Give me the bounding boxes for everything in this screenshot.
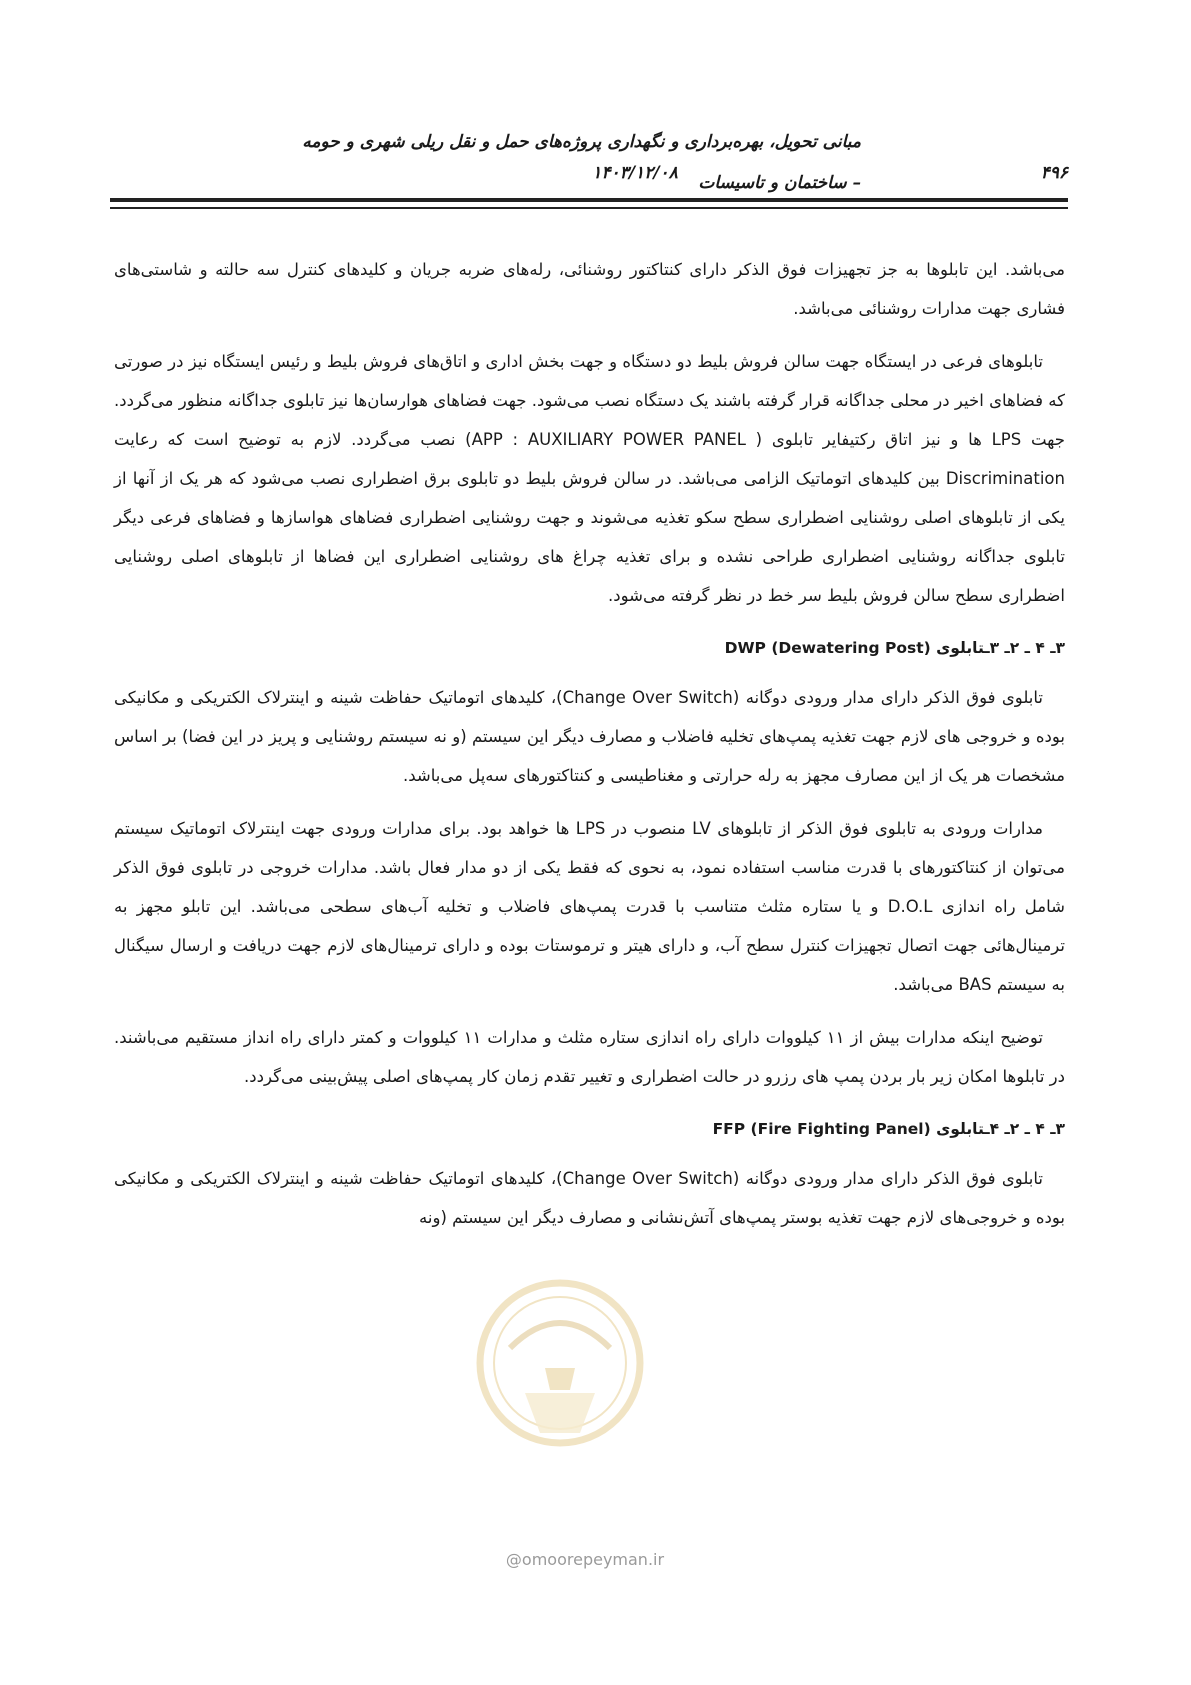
page-number: ۴۹۶ xyxy=(1040,163,1068,183)
header-rule-thin xyxy=(110,207,1068,209)
watermark-url: @omoorepeyman.ir xyxy=(505,1550,665,1569)
section-heading-dwp: ۳ـ ۴ ـ ۲ـ ۳ـتابلوی DWP (Dewatering Post) xyxy=(724,639,1065,657)
section-heading-ffp: ۳ـ ۴ ـ ۲ـ ۴ـتابلوی FFP (Fire Fighting Panel) xyxy=(712,1120,1065,1138)
paragraph: مدارات ورودی به تابلوی فوق الذکر از تابلوهای LV منصوب در LPS ها خواهد بود. برای مدارات ورودی جهت اینترلاک اتوماتیک سیستم می‌توان از کنتاکتورهای با قدرت مناسب استفاده نمود، به نحوی که فقط یکی از دو مدار فعال باشد. مدارات خروجی در تابلوی فوق الذکر شامل راه اندازی D.O.L و یا ستاره مثلث متناسب با قدرت پمپ‌های فاضلاب و تخلیه آب‌های سطحی می‌باشد. این تابلو مجهز به ترمینال‌هائی جهت اتصال تجهیزات کنترل سطح آب، و دارای هیتر و ترموستات بوده و دارای ترمینال‌های لازم جهت دریافت و ارسال سیگنال به سیستم BAS می‌باشد. xyxy=(114,819,1065,994)
paragraph: تابلوی فوق الذکر دارای مدار ورودی دوگانه (Change Over Switch)، کلیدهای اتوماتیک حفاظت شینه و اینترلاک الکتریکی و مکانیکی بوده و خروجی های لازم جهت تغذیه پمپ‌های تخلیه فاضلاب و مصارف دیگر این سیستم (و نه سیستم روشنایی و پریز در این فضا) بر اساس مشخصات هر یک از این مصارف مجهز به رله حرارتی و مغناطیسی و کنتاکتورهای سه‌پل می‌باشد. xyxy=(114,688,1065,785)
paragraph: تابلوی فوق الذکر دارای مدار ورودی دوگانه (Change Over Switch)، کلیدهای اتوماتیک حفاظت شینه و اینترلاک الکتریکی و مکانیکی بوده و خروجی‌های لازم جهت تغذیه بوستر پمپ‌های آتش‌نشانی و مصارف دیگر این سیستم (ونه xyxy=(114,1169,1065,1227)
header-rule-thick xyxy=(110,198,1068,202)
body-text xyxy=(114,250,1065,1251)
watermark-logo-icon xyxy=(470,1268,650,1478)
paragraph: تابلوهای فرعی در ایستگاه جهت سالن فروش بلیط دو دستگاه و جهت بخش اداری و اتاق‌های فروش بلیط و رئیس ایستگاه نیز در صورتی که فضاهای اخیر در محلی جداگانه قرار گرفته باشند یک دستگاه نصب می‌شود. جهت فضاهای هوارسان‌ها نیز تابلوی جداگانه منظور می‌گردد. جهت LPS ها و نیز اتاق رکتیفایر تابلوی ( APP : AUXILIARY POWER PANEL) نصب می‌گردد. لازم به توضیح است که رعایت Discrimination بین کلیدهای اتوماتیک الزامی می‌باشد. در سالن فروش بلیط دو تابلوی برق اضطراری نصب می‌شود که هر یک از آنها از یکی از تابلوهای اصلی روشنایی اضطراری سطح سکو تغذیه می‌شوند و جهت روشنایی اضطراری فضاهای هواسازها و فضاهای فرعی دیگر تابلوی جداگانه روشنایی اضطراری طراحی نشده و برای تغذیه چراغ های روشنایی اضطراری این فضاها از تابلوهای اصلی روشنایی اضطراری سطح سالن فروش بلیط سر خط در نظر گرفته می‌شود. xyxy=(114,352,1065,605)
paragraph: می‌باشد. این تابلوها به جز تجهیزات فوق الذکر دارای کنتاکتور روشنائی، رله‌های ضربه جریان و کلیدهای کنترل سه حالته و شاستی‌های فشاری جهت مدارات روشنائی می‌باشد. xyxy=(114,260,1065,318)
header-title: مبانی تحویل، بهره‌برداری و نگهداری پروژه‌های حمل و نقل ریلی شهری و حومه – ساختمان و تاسیسات xyxy=(302,132,861,193)
header-date: ۱۴۰۳/۱۲/۰۸ xyxy=(592,163,678,183)
paragraph: توضیح اینکه مدارات بیش از ۱۱ کیلووات دارای راه اندازی ستاره مثلث و مدارات ۱۱ کیلووات و کمتر دارای راه انداز مستقیم می‌باشند. در تابلوها امکان زیر بار بردن پمپ های رزرو در حالت اضطراری و تغییر تقدم زمان کار پمپ‌های اصلی پیش‌بینی می‌گردد. xyxy=(114,1028,1065,1086)
